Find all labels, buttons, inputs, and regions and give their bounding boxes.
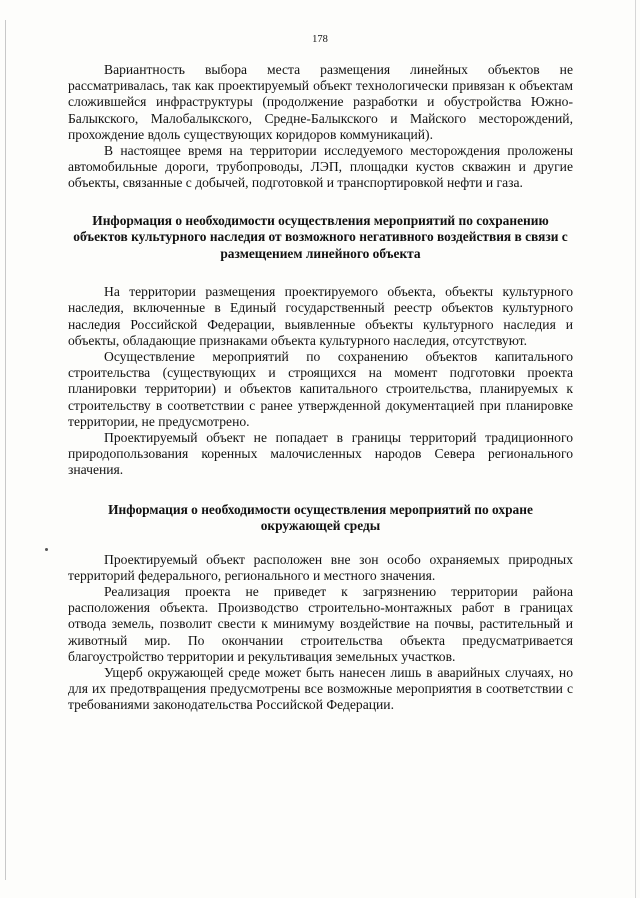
page-number: 178 <box>312 34 328 45</box>
heading-environment-protection: Информация о необходимости осуществления мероприятий по охране окружающей среды <box>108 501 533 534</box>
paragraph-no-pollution: Реализация проекта не приведет к загрязнению территории района расположения объекта. Производство строительно-монтажных работ в границах отвода земель, позволит свести к минимуму воздействие на почвы, растительный и животный мир. По окончании строительства объекта предусматривается благоустройство территории и рекультивация земельных участков. <box>68 583 573 664</box>
heading-cultural-heritage: Информация о необходимости осуществления мероприятий по сохранению объектов культурного наследия от возможного негативного воздействия в связи с размещением линейного объекта <box>73 212 568 261</box>
scan-speck <box>45 548 48 551</box>
paragraph-route-variants: Вариантность выбора места размещения линейных объектов не рассматривалась, так как проектируемый объект технологически привязан к объектам сложившейся инфраструктуры (продолжение разработки и обустройства Южно-Балыкского, Малобалыкского, Средне-Балыкского и Майского месторождений, прохождение вдоль существующих коридоров коммуникаций). <box>68 62 573 142</box>
scan-edge-line-left <box>5 20 6 880</box>
paragraph-traditional-land-use: Проектируемый объект не попадает в границы территорий традиционного природопользования коренных малочисленных народов Севера регионального значения. <box>68 429 573 478</box>
scan-edge-line-right <box>635 0 636 898</box>
paragraph-protected-areas: Проектируемый объект расположен вне зон особо охраняемых природных территорий федерального, регионального и местного значения. <box>68 551 573 583</box>
paragraph-damage-accidents: Ущерб окружающей среде может быть нанесен лишь в аварийных случаях, но для их предотвращения предусмотрены все возможные мероприятия в соответствии с требованиями законодательства Российской Федерации. <box>68 664 573 713</box>
paragraph-existing-infrastructure: В настоящее время на территории исследуемого месторождения проложены автомобильные дороги, трубопроводы, ЛЭП, площадки кустов скважин и другие объекты, связанные с добычей, подготовкой и транспортировкой нефти и газа. <box>68 143 573 191</box>
paragraph-capital-construction: Осуществление мероприятий по сохранению объектов капитального строительства (существующих и строящихся на момент подготовки проекта планировки территории) и объектов капитального строительства, планируемых к строительству в соответствии с ранее утвержденной документацией при планировке территории, не предусмотрено. <box>68 348 573 429</box>
page-body <box>68 62 573 714</box>
paragraph-heritage-absent: На территории размещения проектируемого объекта, объекты культурного наследия, включенные в Единый государственный реестр объектов культурного наследия Российской Федерации, выявленные объекты культурного наследия и объекты, обладающие признаками объекта культурного наследия, отсутствуют. <box>68 284 573 348</box>
